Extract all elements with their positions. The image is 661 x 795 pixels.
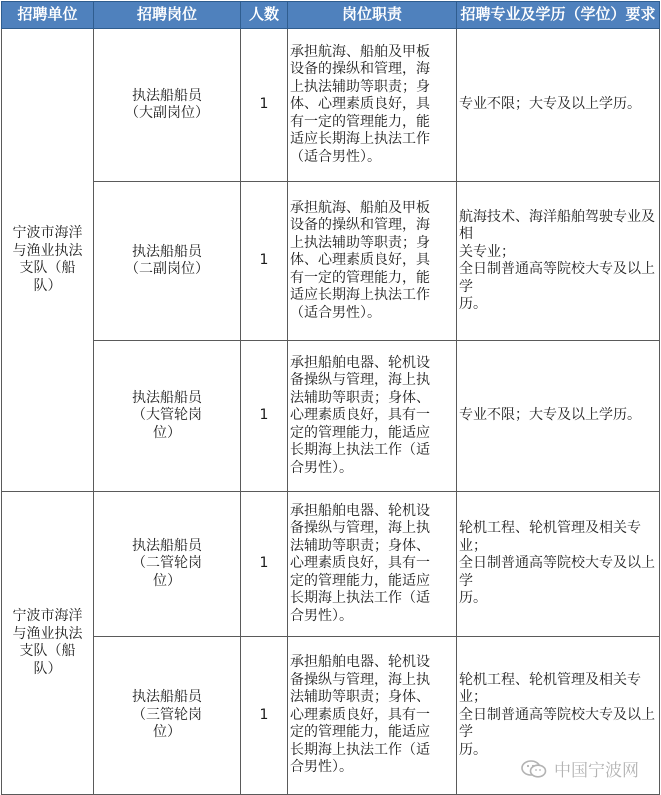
table-row [2, 492, 660, 637]
requirements-cell: 专业不限；大专及以上学历。 [457, 29, 660, 182]
requirements-cell: 轮机工程、轮机管理及相关专业； 全日制普通高等院校大专及以上学 历。 [457, 492, 660, 637]
wechat-icon [520, 759, 548, 779]
watermark [520, 756, 639, 781]
header-unit: 招聘单位 [2, 2, 94, 29]
header-requirements: 招聘专业及学历（学位）要求 [457, 2, 660, 29]
requirements-cell: 轮机工程、轮机管理及相关专业； 全日制普通高等院校大专及以上学 历。 [457, 637, 660, 795]
duties-cell: 承担航海、船舶及甲板 设备的操纵和管理，海 上执法辅助等职责；身 体、心理素质良好，具 有一定的管理能力，能 适应长期海上执法工作 （适合男性）。 [288, 29, 457, 182]
count-cell: 1 [241, 492, 288, 637]
position-cell: 执法船船员 （大管轮岗 位） [94, 341, 241, 492]
duties-cell: 承担船舶电器、轮机设 备操纵与管理，海上执 法辅助等职责；身体、 心理素质良好，具有一 定的管理能力，能适应 长期海上执法工作（适 合男性）。 [288, 341, 457, 492]
requirements-cell: 专业不限；大专及以上学历。 [457, 341, 660, 492]
table-row [2, 29, 660, 182]
duties-cell: 承担航海、船舶及甲板 设备的操纵和管理，海 上执法辅助等职责；身 体、心理素质良好，具 有一定的管理能力，能 适应长期海上执法工作 （适合男性）。 [288, 182, 457, 341]
recruitment-table [1, 1, 660, 795]
count-cell: 1 [241, 637, 288, 795]
requirements-cell: 航海技术、海洋船舶驾驶专业及相 关专业； 全日制普通高等院校大专及以上学 历。 [457, 182, 660, 341]
watermark-text: 中国宁波网 [554, 761, 639, 781]
table-row [2, 182, 660, 341]
duties-cell: 承担船舶电器、轮机设 备操纵与管理，海上执 法辅助等职责；身体、 心理素质良好，具有一 定的管理能力，能适应 长期海上执法工作（适 合男性）。 [288, 492, 457, 637]
header-duties: 岗位职责 [288, 2, 457, 29]
position-cell: 执法船船员 （二副岗位） [94, 182, 241, 341]
header-position: 招聘岗位 [94, 2, 241, 29]
position-cell: 执法船船员 （二管轮岗 位） [94, 492, 241, 637]
count-cell: 1 [241, 182, 288, 341]
unit-cell: 宁波市海洋 与渔业执法 支队（船 队） [2, 492, 94, 795]
header-row [2, 2, 660, 29]
unit-cell: 宁波市海洋 与渔业执法 支队（船 队） [2, 29, 94, 492]
position-cell: 执法船船员 （三管轮岗 位） [94, 637, 241, 795]
count-cell: 1 [241, 341, 288, 492]
duties-cell: 承担船舶电器、轮机设 备操纵与管理，海上执 法辅助等职责；身体、 心理素质良好，具有一 定的管理能力，能适应 长期海上执法工作（适 合男性）。 [288, 637, 457, 795]
table-row [2, 341, 660, 492]
position-cell: 执法船船员 （大副岗位） [94, 29, 241, 182]
header-count: 人数 [241, 2, 288, 29]
count-cell: 1 [241, 29, 288, 182]
